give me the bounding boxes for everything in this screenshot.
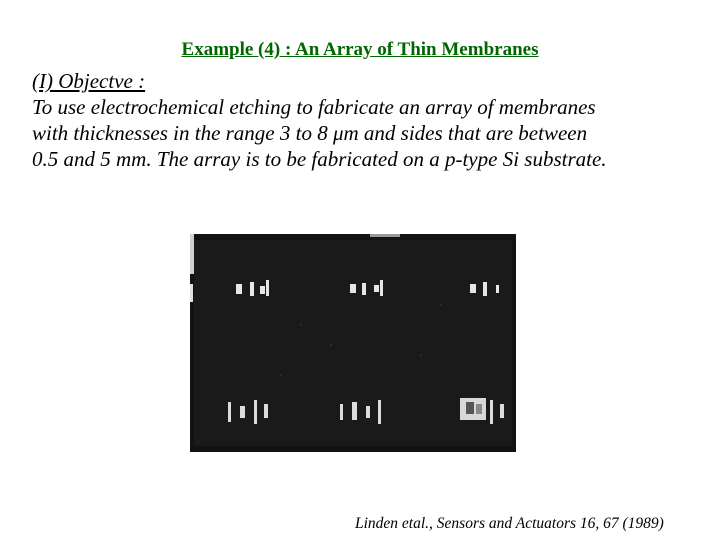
membrane-array-photo (190, 234, 516, 452)
objective-line-1: To use electrochemical etching to fabricate an array of membranes (32, 95, 596, 119)
objective-line-3: 0.5 and 5 mm. The array is to be fabricated on a p-type Si substrate. (32, 147, 607, 171)
objective-heading: (I) Objectve : (32, 69, 146, 93)
citation: Linden etal., Sensors and Actuators 16, 67 (1989) (355, 515, 664, 532)
objective-section (32, 68, 712, 172)
slide-title: Example (4) : An Array of Thin Membranes (181, 39, 539, 60)
objective-line-2: with thicknesses in the range 3 to 8 μm and sides that are between (32, 121, 588, 145)
